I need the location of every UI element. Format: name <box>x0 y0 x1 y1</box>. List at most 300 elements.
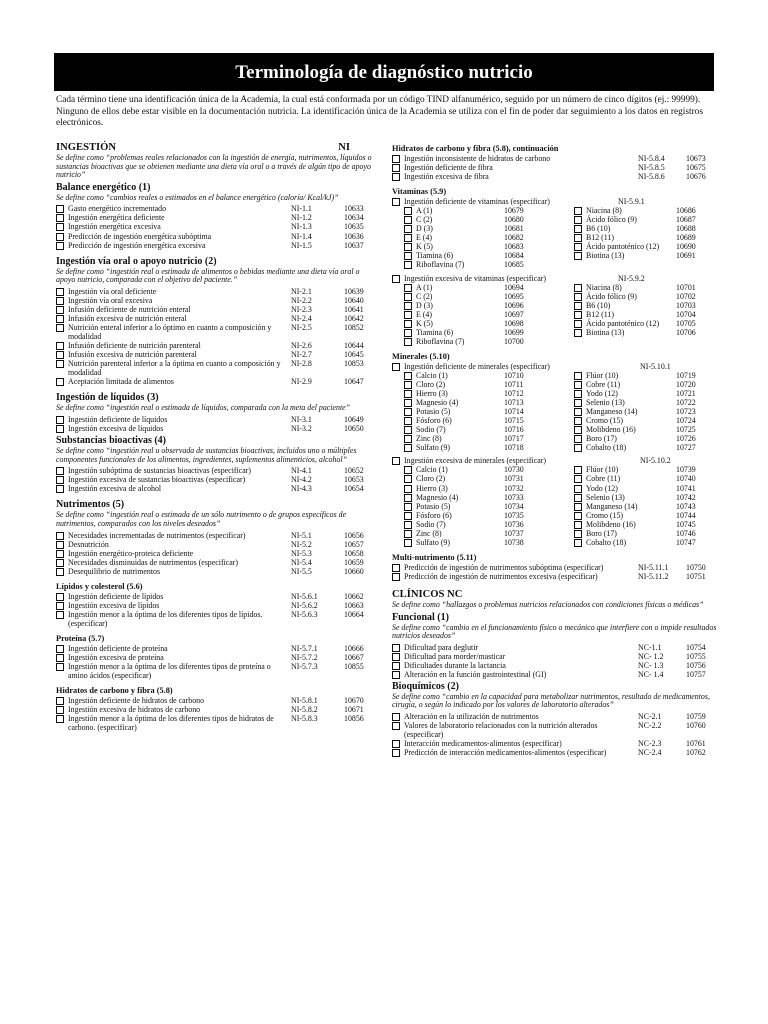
nutrient-label: D (3) <box>416 224 433 234</box>
checkbox[interactable] <box>392 173 400 181</box>
checkbox[interactable] <box>404 512 412 520</box>
checkbox[interactable] <box>574 466 582 474</box>
oral-title: Ingestión vía oral o apoyo nutricio (2) <box>56 255 217 267</box>
term-item[interactable] <box>56 484 376 493</box>
term-item[interactable] <box>56 714 376 732</box>
item-label: Ingestión excesiva de alcohol <box>68 484 162 494</box>
item-code: NI-5.11.2 <box>638 571 669 581</box>
checkbox[interactable] <box>56 645 64 653</box>
checkbox[interactable] <box>392 749 400 757</box>
checkbox[interactable] <box>404 216 412 224</box>
checkbox[interactable] <box>404 302 412 310</box>
nutrient-id: 10685 <box>504 260 524 270</box>
nutrient-id: 10696 <box>504 300 524 310</box>
nutrient-label: Hierro (3) <box>416 483 448 493</box>
checkbox[interactable] <box>56 485 64 493</box>
checkbox[interactable] <box>404 521 412 529</box>
term-item[interactable] <box>56 567 376 576</box>
term-item[interactable] <box>56 314 376 323</box>
checkbox[interactable] <box>404 485 412 493</box>
nutrient-label: Riboflavina (7) <box>416 260 465 270</box>
nutri-list <box>56 531 376 576</box>
term-item[interactable] <box>56 696 376 705</box>
term-item[interactable] <box>56 601 376 610</box>
checkbox[interactable] <box>404 466 412 474</box>
term-item[interactable] <box>56 213 376 222</box>
term-item[interactable] <box>56 549 376 558</box>
checkbox[interactable] <box>404 435 412 443</box>
nutrient-label: A (1) <box>416 282 433 292</box>
checkbox[interactable] <box>404 417 412 425</box>
checkbox[interactable] <box>404 293 412 301</box>
checkbox[interactable] <box>56 223 64 231</box>
checkbox[interactable] <box>56 568 64 576</box>
checkbox[interactable] <box>56 476 64 484</box>
oral-list <box>56 287 376 387</box>
nutrient-id: 10735 <box>504 510 524 520</box>
term-item[interactable] <box>56 558 376 567</box>
checkbox[interactable] <box>392 564 400 572</box>
nutrient-label <box>586 260 676 269</box>
nutrient-id: 10683 <box>504 242 524 252</box>
checkbox[interactable] <box>56 315 64 323</box>
item-label: Dificultad para morder/masticar <box>404 651 506 661</box>
item-label: Ingestión deficiente de lípidos <box>68 591 164 601</box>
nutrient-label: Magnesio (4) <box>416 398 459 408</box>
item-id: 10657 <box>344 539 364 549</box>
checkbox[interactable] <box>56 233 64 241</box>
checkbox[interactable] <box>56 663 64 671</box>
term-item[interactable] <box>392 154 718 163</box>
item-label: Dificultad para deglutir <box>404 642 479 652</box>
checkbox[interactable] <box>574 320 582 328</box>
item-id: 10760 <box>686 721 706 731</box>
checkbox[interactable] <box>56 306 64 314</box>
term-item[interactable] <box>56 531 376 540</box>
nutrient-id: 10705 <box>676 318 696 328</box>
term-item[interactable] <box>56 341 376 350</box>
term-item[interactable] <box>56 662 376 680</box>
checkbox[interactable] <box>404 284 412 292</box>
nutrient-label: Boro (17) <box>586 528 617 538</box>
balance-definition: Se define como “cambios reales o estimados en el balance energético (caloría/ Kcal/kJ)” <box>56 192 339 202</box>
nutrient-id: 10717 <box>504 434 524 444</box>
item-id: 10664 <box>344 609 364 619</box>
checkbox[interactable] <box>392 573 400 581</box>
item-id: 10639 <box>344 286 364 296</box>
checkbox[interactable] <box>56 611 64 619</box>
item-code: NI-5.4 <box>291 557 312 567</box>
checkbox[interactable] <box>392 653 400 661</box>
nutrient-id: 10715 <box>504 416 524 426</box>
item-label: Desnutrición <box>68 539 109 549</box>
checkbox[interactable] <box>574 207 582 215</box>
item-code: NI-5.7.1 <box>291 643 318 653</box>
term-item[interactable] <box>56 610 376 628</box>
item-label: Ingestión deficiente de líquidos <box>68 414 168 424</box>
checkbox[interactable] <box>404 243 412 251</box>
lipid-title: Lípidos y colesterol (5.6) <box>56 581 143 591</box>
min-def-item[interactable] <box>392 362 718 371</box>
checkbox[interactable] <box>56 706 64 714</box>
checkbox[interactable] <box>574 234 582 242</box>
nutrient-label: E (4) <box>416 309 432 319</box>
nutrient-id: 10746 <box>676 528 696 538</box>
checkbox[interactable] <box>392 363 400 371</box>
term-item[interactable] <box>56 424 376 433</box>
term-item[interactable] <box>56 305 376 314</box>
nutrient-label: Selenio (13) <box>586 492 625 502</box>
checkbox[interactable] <box>56 593 64 601</box>
nutrient-label: Ácido fólico (9) <box>586 291 637 301</box>
item-code: NI-1.5 <box>291 240 312 250</box>
nutrient-id: 10687 <box>676 215 696 225</box>
term-item[interactable] <box>56 222 376 231</box>
vit-def-item[interactable] <box>392 197 718 206</box>
nutrient-id: 10738 <box>504 537 524 547</box>
checkbox[interactable] <box>404 530 412 538</box>
item-id: 10659 <box>344 557 364 567</box>
checkbox[interactable] <box>574 494 582 502</box>
empty-cell <box>574 337 586 346</box>
checkbox[interactable] <box>404 381 412 389</box>
carb-title: Hidratos de carbono y fibra (5.8) <box>56 686 173 696</box>
nutrient-id: 10697 <box>504 309 524 319</box>
checkbox[interactable] <box>392 644 400 652</box>
checkbox[interactable] <box>574 302 582 310</box>
checkbox[interactable] <box>56 425 64 433</box>
item-code: NI-5.1 <box>291 530 312 540</box>
item-code: NI-1.4 <box>291 231 312 241</box>
term-item[interactable] <box>56 644 376 653</box>
balance-list <box>56 204 376 249</box>
nutrient-id: 10689 <box>676 233 696 243</box>
item-label: Ingestión excesiva de lípidos <box>68 600 160 610</box>
nutrient-label: Zinc (8) <box>416 528 442 538</box>
checkbox[interactable] <box>404 320 412 328</box>
nutrient-label: Yodo (12) <box>586 483 618 493</box>
nutrient-id: 10734 <box>504 501 524 511</box>
checkbox[interactable] <box>404 372 412 380</box>
checkbox[interactable] <box>392 198 400 206</box>
item-label: Ingestión deficiente de minerales (especificar) <box>404 361 550 371</box>
min-def-grid <box>392 371 718 452</box>
checkbox[interactable] <box>574 311 582 319</box>
checkbox[interactable] <box>574 417 582 425</box>
item-label: Ingestión excesiva de vitaminas (especificar) <box>404 273 546 283</box>
term-item[interactable] <box>56 466 376 475</box>
term-item[interactable] <box>392 748 718 757</box>
checkbox[interactable] <box>392 713 400 721</box>
nutrient-label: C (2) <box>416 291 433 301</box>
bioq-definition: Se define como “cambio en la capacidad para metabolizar nutrimentos, resultado de medicamentos, cirugía, o según lo indicado por los valores de laboratorio alterados” <box>392 691 710 710</box>
term-item[interactable] <box>56 415 376 424</box>
nutrient-id: 10716 <box>504 425 524 435</box>
checkbox[interactable] <box>574 475 582 483</box>
checkbox[interactable] <box>404 207 412 215</box>
checkbox[interactable] <box>404 252 412 260</box>
term-item[interactable] <box>392 172 718 181</box>
checkbox[interactable] <box>404 329 412 337</box>
item-label: Ingestión deficiente de proteína <box>68 643 168 653</box>
item-label: Interacción medicamentos-alimentos (especificar) <box>404 739 562 749</box>
checkbox[interactable] <box>392 164 400 172</box>
term-item[interactable] <box>392 739 718 748</box>
nutrient-id: 10718 <box>504 443 524 453</box>
nutrient-id <box>676 337 706 346</box>
checkbox[interactable] <box>574 399 582 407</box>
item-label: Ingestión deficiente de vitaminas (especificar) <box>404 197 550 207</box>
nutrient-id: 10727 <box>676 443 696 453</box>
nutrient-label: Potasio (5) <box>416 407 451 417</box>
term-item[interactable] <box>56 475 376 484</box>
checkbox[interactable] <box>404 426 412 434</box>
vit-title: Vitaminas (5.9) <box>392 187 447 197</box>
checkbox[interactable] <box>574 252 582 260</box>
checkbox[interactable] <box>574 503 582 511</box>
term-item[interactable] <box>56 287 376 296</box>
item-label: Ingestión vía oral excesiva <box>68 295 153 305</box>
term-item[interactable] <box>56 323 376 341</box>
item-code: NI-2.5 <box>291 322 312 332</box>
nutrient-id: 10737 <box>504 528 524 538</box>
checkbox[interactable] <box>404 444 412 452</box>
checkbox[interactable] <box>392 722 400 730</box>
item-label: Ingestión inconsistente de hidratos de carbono <box>404 154 551 163</box>
checkbox[interactable] <box>56 697 64 705</box>
term-item[interactable] <box>56 540 376 549</box>
checkbox[interactable] <box>574 284 582 292</box>
item-id: 10640 <box>344 295 364 305</box>
nutrient-label: Magnesio (4) <box>416 492 459 502</box>
term-item[interactable] <box>56 350 376 359</box>
nutri-title: Nutrimentos (5) <box>56 499 125 511</box>
item-code: NI-5.8.2 <box>291 705 318 715</box>
checkbox[interactable] <box>56 602 64 610</box>
checkbox[interactable] <box>56 288 64 296</box>
item-id: 10673 <box>686 154 706 163</box>
item-code: NC-2.4 <box>638 748 662 758</box>
term-item[interactable] <box>392 643 718 652</box>
checkbox[interactable] <box>574 390 582 398</box>
item-id: 10671 <box>344 705 364 715</box>
checkbox[interactable] <box>574 485 582 493</box>
term-item[interactable] <box>56 653 376 662</box>
item-code: NI-2.4 <box>291 313 312 323</box>
item-id: 10660 <box>344 566 364 576</box>
nutrient-label: Cobalto (18) <box>586 443 627 453</box>
multi-title: Multi-nutrimento (5.11) <box>392 552 477 562</box>
item-code: NI-2.9 <box>291 377 312 387</box>
checkbox[interactable] <box>574 225 582 233</box>
nutrient-id <box>676 260 706 269</box>
checkbox[interactable] <box>56 467 64 475</box>
checkbox[interactable] <box>392 457 400 465</box>
vit-exc-item[interactable] <box>392 274 718 283</box>
checkbox[interactable] <box>404 399 412 407</box>
func-title: Funcional (1) <box>392 611 449 623</box>
item-label: Ingestión menor a la óptima de los diferentes tipos de proteína o amino ácidos (especificar) <box>68 662 271 681</box>
nutrient-label: Ácido fólico (9) <box>586 215 637 225</box>
checkbox[interactable] <box>574 293 582 301</box>
checkbox[interactable] <box>404 311 412 319</box>
item-id: 10853 <box>344 359 364 369</box>
checkbox[interactable] <box>56 242 64 250</box>
checkbox[interactable] <box>404 225 412 233</box>
checkbox[interactable] <box>404 475 412 483</box>
item-id: 10637 <box>344 240 364 250</box>
item-code: NC- 1.3 <box>638 660 664 670</box>
nutrient-label: Zinc (8) <box>416 434 442 444</box>
nutrient-id: 10740 <box>676 474 696 484</box>
term-item[interactable] <box>56 377 376 386</box>
item-id: 10642 <box>344 313 364 323</box>
term-item[interactable] <box>392 670 718 679</box>
checkbox[interactable] <box>574 530 582 538</box>
item-id: 10635 <box>344 222 364 232</box>
term-item[interactable] <box>56 241 376 250</box>
nutrient-id: 10726 <box>676 434 696 444</box>
term-item[interactable] <box>392 652 718 661</box>
checkbox[interactable] <box>404 503 412 511</box>
nutrient-label: Ácido pantoténico (12) <box>586 318 660 328</box>
checkbox[interactable] <box>56 532 64 540</box>
nutrient-id: 10691 <box>676 251 696 261</box>
item-label: Infusión excesiva de nutrición parenteral <box>68 350 197 360</box>
nutrient-label: Cromo (15) <box>586 416 624 426</box>
checkbox[interactable] <box>392 671 400 679</box>
nutrient-label: Fósforo (6) <box>416 416 452 426</box>
nutrient-label: A (1) <box>416 206 433 216</box>
term-item[interactable] <box>392 712 718 721</box>
checkbox[interactable] <box>574 435 582 443</box>
nutrient-id: 10713 <box>504 398 524 408</box>
term-item[interactable] <box>56 359 376 377</box>
checkbox[interactable] <box>404 390 412 398</box>
checkbox[interactable] <box>392 662 400 670</box>
item-label: Ingestión energético-proteica deficiente <box>68 548 194 558</box>
nutrient-id: 10686 <box>676 206 696 216</box>
item-label: Predicción de ingestión de nutrimentos excesiva (especificar) <box>404 571 598 581</box>
checkbox[interactable] <box>56 715 64 723</box>
checkbox[interactable] <box>404 261 412 269</box>
term-item[interactable] <box>56 592 376 601</box>
checkbox[interactable] <box>404 494 412 502</box>
checkbox[interactable] <box>574 408 582 416</box>
checkbox[interactable] <box>56 550 64 558</box>
oral-definition: Se define como “ingestión real o estimada de alimentos o bebidas mediante una dieta vía oral o apoyo nutricio, comparada con el objetivo del paciente.” <box>56 266 360 285</box>
nutrient-id: 10682 <box>504 233 524 243</box>
item-label: Predicción de ingestión de nutrimentos subóptima (especificar) <box>404 562 604 572</box>
item-code: NI-3.2 <box>291 423 312 433</box>
item-code: NC-2.2 <box>638 721 662 731</box>
term-item[interactable] <box>392 572 718 581</box>
checkbox[interactable] <box>574 539 582 547</box>
nutrient-id: 10731 <box>504 474 524 484</box>
checkbox[interactable] <box>404 338 412 346</box>
term-item[interactable] <box>392 563 718 572</box>
checkbox[interactable] <box>574 512 582 520</box>
checkbox[interactable] <box>392 740 400 748</box>
nutrient-label: Potasio (5) <box>416 501 451 511</box>
checkbox[interactable] <box>404 539 412 547</box>
multi-list <box>392 563 718 581</box>
item-code: NI-2.6 <box>291 341 312 351</box>
nutrient-label: Flúor (10) <box>586 465 619 475</box>
item-id: 10656 <box>344 530 364 540</box>
item-code: NI-5.7.2 <box>291 652 318 662</box>
checkbox[interactable] <box>574 329 582 337</box>
checkbox[interactable] <box>56 360 64 368</box>
nutrient-id: 10732 <box>504 483 524 493</box>
checkbox[interactable] <box>56 654 64 662</box>
checkbox[interactable] <box>56 324 64 332</box>
checkbox[interactable] <box>56 541 64 549</box>
checkbox[interactable] <box>574 444 582 452</box>
min-exc-item[interactable] <box>392 456 718 465</box>
checkbox[interactable] <box>56 351 64 359</box>
checkbox[interactable] <box>56 342 64 350</box>
checkbox[interactable] <box>574 381 582 389</box>
checkbox[interactable] <box>574 372 582 380</box>
min-exc-grid <box>392 465 718 546</box>
item-id: 10751 <box>686 571 706 581</box>
checkbox[interactable] <box>404 234 412 242</box>
checkbox[interactable] <box>56 416 64 424</box>
term-item[interactable] <box>392 163 718 172</box>
checkbox[interactable] <box>56 559 64 567</box>
item-label: Alteración en la función gastrointestinal (GI) <box>404 669 547 679</box>
item-id: 10670 <box>344 696 364 706</box>
nutri-definition: Se define como “ingestión real o estimada de un sólo nutrimento o de grupos específicos de nutrimentos, comparados con los niveles deseados” <box>56 510 347 528</box>
checkbox[interactable] <box>574 521 582 529</box>
nutrient-label: B6 (10) <box>586 224 611 234</box>
checkbox[interactable] <box>56 378 64 386</box>
checkbox[interactable] <box>392 155 400 163</box>
checkbox[interactable] <box>404 408 412 416</box>
term-item[interactable] <box>392 661 718 670</box>
item-id: 10658 <box>344 548 364 558</box>
term-item[interactable] <box>392 721 718 739</box>
term-item[interactable] <box>56 705 376 714</box>
term-item[interactable] <box>56 296 376 305</box>
item-code: NI-5.11.1 <box>638 562 669 572</box>
item-label: Ingestión menor a la óptima de los diferentes tipos de lípidos. (especificar) <box>68 609 263 628</box>
nutrient-id: 10695 <box>504 291 524 301</box>
nutrient-id: 10744 <box>676 510 696 520</box>
checkbox[interactable] <box>56 205 64 213</box>
item-id: 10759 <box>686 712 706 722</box>
nutrient-id: 10745 <box>676 519 696 529</box>
item-code: NC-2.1 <box>638 712 662 722</box>
nutrient-label: Molibdeno (16) <box>586 425 636 435</box>
checkbox[interactable] <box>574 426 582 434</box>
checkbox[interactable] <box>56 297 64 305</box>
item-code: NI-2.8 <box>291 359 312 369</box>
nutrient-id: 10714 <box>504 407 524 417</box>
item-label: Ingestión deficiente de fibra <box>404 163 493 173</box>
term-item[interactable] <box>56 232 376 241</box>
checkbox[interactable] <box>574 243 582 251</box>
checkbox[interactable] <box>56 214 64 222</box>
nutrient-label: E (4) <box>416 233 432 243</box>
item-code: NI-5.8.4 <box>638 154 665 163</box>
checkbox[interactable] <box>392 275 400 283</box>
nutrient-label: Fósforo (6) <box>416 510 452 520</box>
nutrient-label: Calcio (1) <box>416 370 448 380</box>
checkbox[interactable] <box>574 216 582 224</box>
term-item[interactable] <box>56 204 376 213</box>
